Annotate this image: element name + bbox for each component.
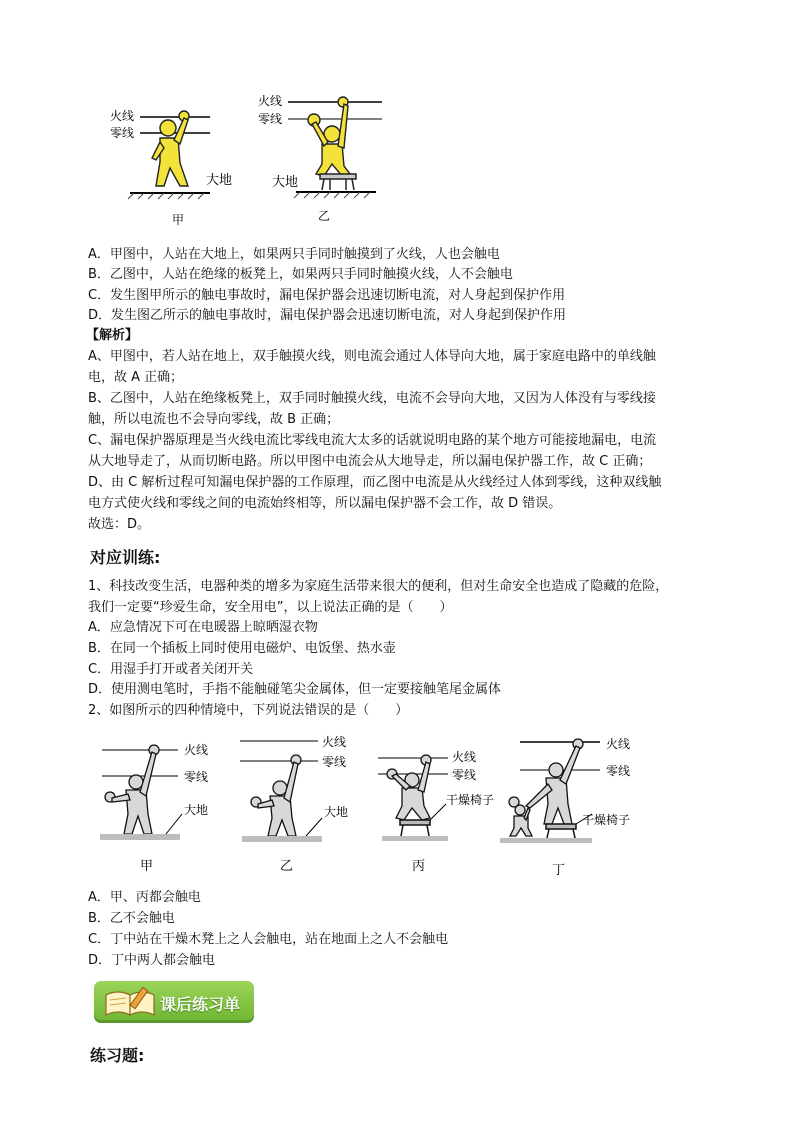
jia-zero-label: 零线 bbox=[110, 126, 135, 140]
f2-bing-person-icon bbox=[387, 755, 431, 820]
section-practice-heading: 练习题: bbox=[90, 1046, 145, 1065]
q2-option-a: A．甲、丙都会触电 bbox=[88, 890, 201, 905]
yi-stool-icon bbox=[320, 174, 356, 190]
f2-jia-ground-label: 大地 bbox=[184, 803, 209, 817]
yi-ground-label: 大地 bbox=[272, 175, 299, 190]
q2-option-c: C．丁中站在干燥木凳上之人会触电，站在地面上之人不会触电 bbox=[88, 932, 449, 947]
analysis-line: B、乙图中，人站在绝缘板凳上，双手同时触摸火线，电流不会导向大地，又因为人体没有与零线接 bbox=[88, 391, 656, 406]
homework-badge bbox=[94, 981, 254, 1023]
yi-fire-label: 火线 bbox=[258, 94, 283, 108]
q1-stem: 我们一定要“珍爱生命，安全用电”，以上说法正确的是（ ） bbox=[88, 600, 453, 615]
figure-1-jia bbox=[110, 108, 232, 227]
analysis-line: D、由 C 解析过程可知漏电保护器的工作原理，而乙图中电流是从火线经过人体到零线，这种双线触 bbox=[88, 475, 662, 490]
book-pencil-icon bbox=[102, 985, 158, 1019]
yi-caption: 乙 bbox=[318, 209, 331, 223]
analysis-line: 故选：D。 bbox=[88, 517, 151, 532]
analysis-line: 触，所以电流也不会导向零线，故 B 正确； bbox=[88, 412, 340, 427]
option-c: C．发生图甲所示的触电事故时，漏电保护器会迅速切断电流，对人身起到保护作用 bbox=[88, 288, 566, 303]
f2-bing-zero-label: 零线 bbox=[452, 768, 477, 782]
f2-yi-ground-label: 大地 bbox=[324, 805, 349, 819]
figure-2-bing bbox=[378, 749, 494, 874]
q2-stem: 2、如图所示的四种情境中，下列说法错误的是（ ） bbox=[88, 703, 409, 718]
f2-ding-adult-icon bbox=[526, 739, 583, 824]
f2-jia-caption: 甲 bbox=[140, 859, 154, 874]
f2-yi-person-icon bbox=[251, 755, 301, 836]
yi-person-icon bbox=[308, 97, 350, 176]
q1-option-d: D．使用测电笔时，手指不能触碰笔尖金属体，但一定要接触笔尾金属体 bbox=[88, 682, 502, 697]
section-training-heading: 对应训练: bbox=[90, 548, 161, 567]
analysis-line: 电，故 A 正确； bbox=[88, 370, 184, 385]
f2-yi-fire-label: 火线 bbox=[322, 735, 347, 749]
option-b: B．乙图中，人站在绝缘的板凳上，如果两只手同时触摸火线，人不会触电 bbox=[88, 267, 513, 282]
q2-option-b: B．乙不会触电 bbox=[88, 911, 175, 926]
f2-bing-fire-label: 火线 bbox=[452, 750, 477, 764]
yi-zero-label: 零线 bbox=[258, 112, 283, 126]
figure-2-ding bbox=[500, 736, 630, 878]
q2-option-d: D．丁中两人都会触电 bbox=[88, 953, 216, 968]
q1-option-b: B．在同一个插板上同时使用电磁炉、电饭堡、热水壶 bbox=[88, 641, 396, 656]
f2-jia-person-icon bbox=[105, 745, 159, 834]
badge-label: 课后练习单 bbox=[160, 995, 241, 1014]
f2-ding-fire-label: 火线 bbox=[606, 737, 631, 751]
f2-bing-chair-label: 干燥椅子 bbox=[446, 793, 495, 807]
option-a: A．甲图中，人站在大地上，如果两只手同时触摸到了火线，人也会触电 bbox=[88, 247, 500, 262]
q1-option-a: A．应急情况下可在电暖器上晾晒湿衣物 bbox=[88, 620, 318, 635]
figure-1-yi bbox=[258, 93, 382, 223]
f2-bing-chair-icon bbox=[400, 820, 430, 836]
f2-ding-caption: 丁 bbox=[552, 863, 566, 878]
analysis-line: 从大地导走了，从而切断电路。所以甲图中电流会从大地导走，所以漏电保护器工作，故 C 正确； bbox=[88, 454, 652, 469]
f2-ding-chair-label: 干燥椅子 bbox=[582, 813, 631, 827]
figure-2-yi bbox=[240, 734, 348, 874]
jia-ground-label: 大地 bbox=[206, 173, 233, 188]
figure-2-jia bbox=[100, 742, 208, 874]
jia-fire-label: 火线 bbox=[110, 109, 135, 123]
analysis-title: 【解析】 bbox=[86, 328, 139, 343]
f2-jia-fire-label: 火线 bbox=[184, 743, 209, 757]
analysis-line: 电方式使火线和零线之间的电流始终相等，所以漏电保护器不会工作，故 D 错误。 bbox=[88, 496, 562, 511]
f2-yi-zero-label: 零线 bbox=[322, 755, 347, 769]
f2-yi-caption: 乙 bbox=[280, 859, 294, 874]
analysis-line: A、甲图中，若人站在地上，双手触摸火线，则电流会通过人体导向大地，属于家庭电路中的单线触 bbox=[88, 349, 656, 364]
f2-ding-chair-icon bbox=[546, 824, 576, 838]
figure-1-shock-scenarios bbox=[100, 88, 400, 228]
f2-ding-zero-label: 零线 bbox=[606, 764, 631, 778]
figure-2-four-scenarios bbox=[96, 730, 656, 880]
jia-person-icon bbox=[152, 111, 189, 186]
f2-jia-zero-label: 零线 bbox=[184, 770, 209, 784]
analysis-line: C、漏电保护器原理是当火线电流比零线电流大太多的话就说明电路的某个地方可能接地漏电，电流 bbox=[88, 433, 657, 448]
q1-option-c: C．用湿手打开或者关闭开关 bbox=[88, 662, 254, 677]
f2-bing-caption: 丙 bbox=[412, 859, 426, 874]
q1-stem: 1、科技改变生活，电器种类的增多为家庭生活带来很大的便利，但对生命安全也造成了隐藏的危险， bbox=[88, 579, 669, 594]
jia-caption: 甲 bbox=[172, 213, 185, 227]
option-d: D．发生图乙所示的触电事故时，漏电保护器会迅速切断电流，对人身起到保护作用 bbox=[88, 308, 567, 323]
